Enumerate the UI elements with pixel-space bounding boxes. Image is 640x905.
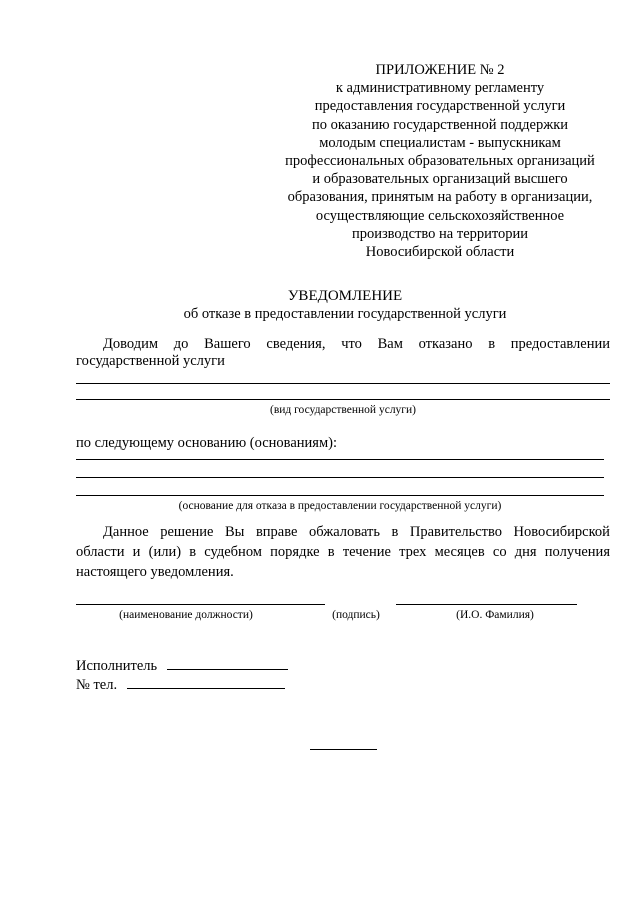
word: сведения,: [266, 336, 326, 352]
word: судебном: [204, 544, 262, 560]
appendix-line: к административному регламенту: [335, 80, 545, 97]
word: (или): [148, 544, 182, 560]
executor-row: [76, 657, 288, 675]
appendix-line: образования, принятым на работу в организации,: [287, 189, 593, 206]
basis-fill-line[interactable]: [76, 495, 604, 496]
word: в: [391, 524, 399, 540]
executor-fill-line[interactable]: [167, 657, 288, 670]
appendix-line: Новосибирской области: [365, 244, 515, 261]
word: что: [341, 336, 362, 352]
appendix-line: ПРИЛОЖЕНИЕ № 2: [375, 62, 505, 78]
position-caption: (наименование должности): [119, 609, 253, 621]
word: в: [488, 336, 496, 352]
appeal-line: настоящего уведомления.: [76, 564, 234, 580]
appendix-line: производство на территории: [351, 225, 529, 242]
word: со: [492, 544, 507, 560]
word: в: [189, 544, 197, 560]
appendix-line: профессиональных образовательных организаций: [285, 153, 595, 170]
word: Правительство: [409, 524, 502, 540]
signature-caption: (подпись): [332, 609, 380, 621]
name-signature-line[interactable]: [396, 604, 577, 605]
word: отказано: [418, 336, 473, 352]
word: до: [173, 336, 189, 352]
appendix-line: осуществляющие сельскохозяйственное: [315, 207, 565, 224]
notice-subtitle: об отказе в предоставлении государственной услуги: [183, 306, 507, 322]
end-divider: [310, 749, 377, 750]
notice-paragraph-line: [76, 335, 610, 353]
phone-label: № тел.: [76, 677, 118, 693]
notice-paragraph-line: государственной услуги: [76, 353, 225, 369]
word: Вам: [377, 336, 403, 352]
word: и: [132, 544, 141, 560]
executor-label: Исполнитель: [76, 658, 158, 674]
notice-title: УВЕДОМЛЕНИЕ: [287, 288, 403, 304]
appendix-line: предоставления государственной услуги: [314, 98, 566, 115]
word: предоставлении: [510, 336, 610, 352]
appendix-line: и образовательных организаций высшего: [312, 171, 568, 188]
name-caption: (И.О. Фамилия): [456, 609, 534, 621]
word: Новосибирской: [513, 524, 610, 540]
appendix-line: по оказанию государственной поддержки: [311, 116, 569, 133]
service-fill-line[interactable]: [76, 399, 610, 400]
word: обжаловать: [308, 524, 380, 540]
service-fill-line[interactable]: [76, 383, 610, 384]
word: порядке: [270, 544, 320, 560]
word: месяцев: [434, 544, 485, 560]
word: трех: [399, 544, 427, 560]
word: в: [327, 544, 335, 560]
appendix-line: молодым специалистам - выпускникам: [319, 134, 561, 151]
phone-fill-line[interactable]: [127, 676, 285, 689]
word: дня: [514, 544, 537, 560]
word: получения: [544, 544, 610, 560]
basis-label: по следующему основанию (основаниям):: [76, 435, 337, 451]
appeal-paragraph: [76, 522, 610, 582]
service-caption: (вид государственной услуги): [269, 404, 417, 416]
basis-fill-line[interactable]: [76, 459, 604, 460]
appeal-line: [76, 542, 610, 562]
word: Вы: [225, 524, 245, 540]
word: решение: [160, 524, 214, 540]
word: вправе: [255, 524, 298, 540]
word: Доводим: [103, 336, 159, 352]
basis-caption: (основание для отказа в предоставлении государственной услуги): [178, 500, 502, 512]
word: Данное: [103, 524, 149, 540]
appendix-header: [270, 61, 610, 261]
word: Вашего: [204, 336, 251, 352]
basis-fill-line[interactable]: [76, 477, 604, 478]
word: области: [76, 544, 125, 560]
word: течение: [342, 544, 391, 560]
appeal-line: [76, 522, 610, 542]
position-signature-line[interactable]: [76, 604, 325, 605]
phone-row: [76, 676, 285, 694]
